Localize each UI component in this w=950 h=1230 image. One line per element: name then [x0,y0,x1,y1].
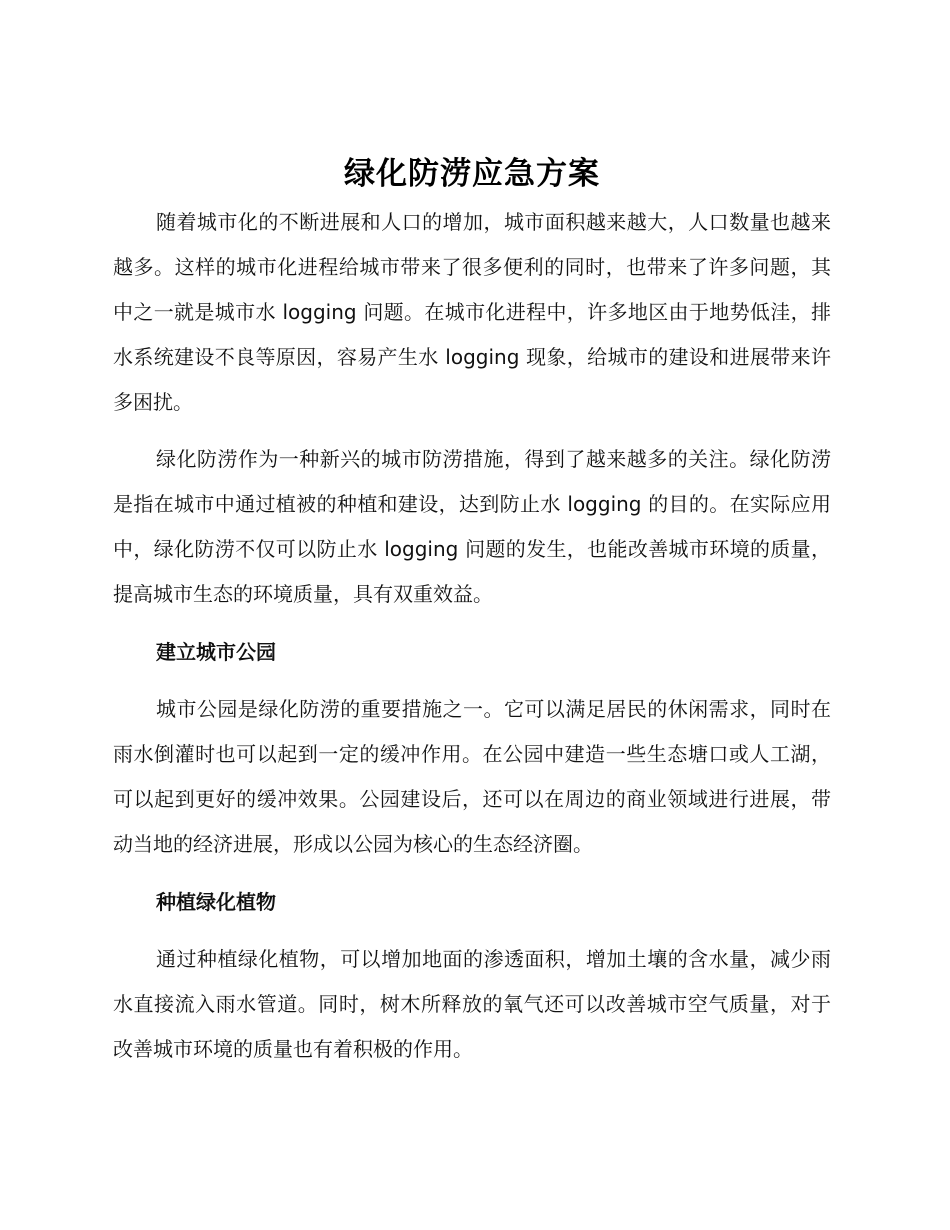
section-heading-city-park: 建立城市公园 [156,640,276,664]
intro-paragraph-1: 随着城市化的不断进展和人口的增加，城市面积越来越大，人口数量也越来越多。这样的城市化进程给城市带来了很多便利的同时，也带来了许多问题，其中之一就是城市水 logging 问题。在城市化进程中，许多地区由于地势低洼，排水系统建设不良等原因，容易产生水 logging 现象，给城市的建设和进展带来许多困扰。 [113,210,831,414]
document-title: 绿化防涝应急方案 [344,156,600,192]
document-page [113,148,831,1072]
section-paragraph-city-park: 城市公园是绿化防涝的重要措施之一。它可以满足居民的休闲需求，同时在雨水倒灌时也可以起到一定的缓冲作用。在公园中建造一些生态塘口或人工湖，可以起到更好的缓冲效果。公园建设后，还可以在周边的商业领域进行进展，带动当地的经济进展，形成以公园为核心的生态经济圈。 [113,697,831,856]
section-heading-green-plants: 种植绿化植物 [156,890,276,914]
section-paragraph-green-plants: 通过种植绿化植物，可以增加地面的渗透面积，增加土壤的含水量，减少雨水直接流入雨水管道。同时，树木所释放的氧气还可以改善城市空气质量，对于改善城市环境的质量也有着积极的作用。 [113,947,831,1061]
intro-paragraph-2: 绿化防涝作为一种新兴的城市防涝措施，得到了越来越多的关注。绿化防涝是指在城市中通过植被的种植和建设，达到防止水 logging 的目的。在实际应用中，绿化防涝不仅可以防止水 logging 问题的发生，也能改善城市环境的质量，提高城市生态的环境质量，具有双重效益。 [113,447,831,606]
